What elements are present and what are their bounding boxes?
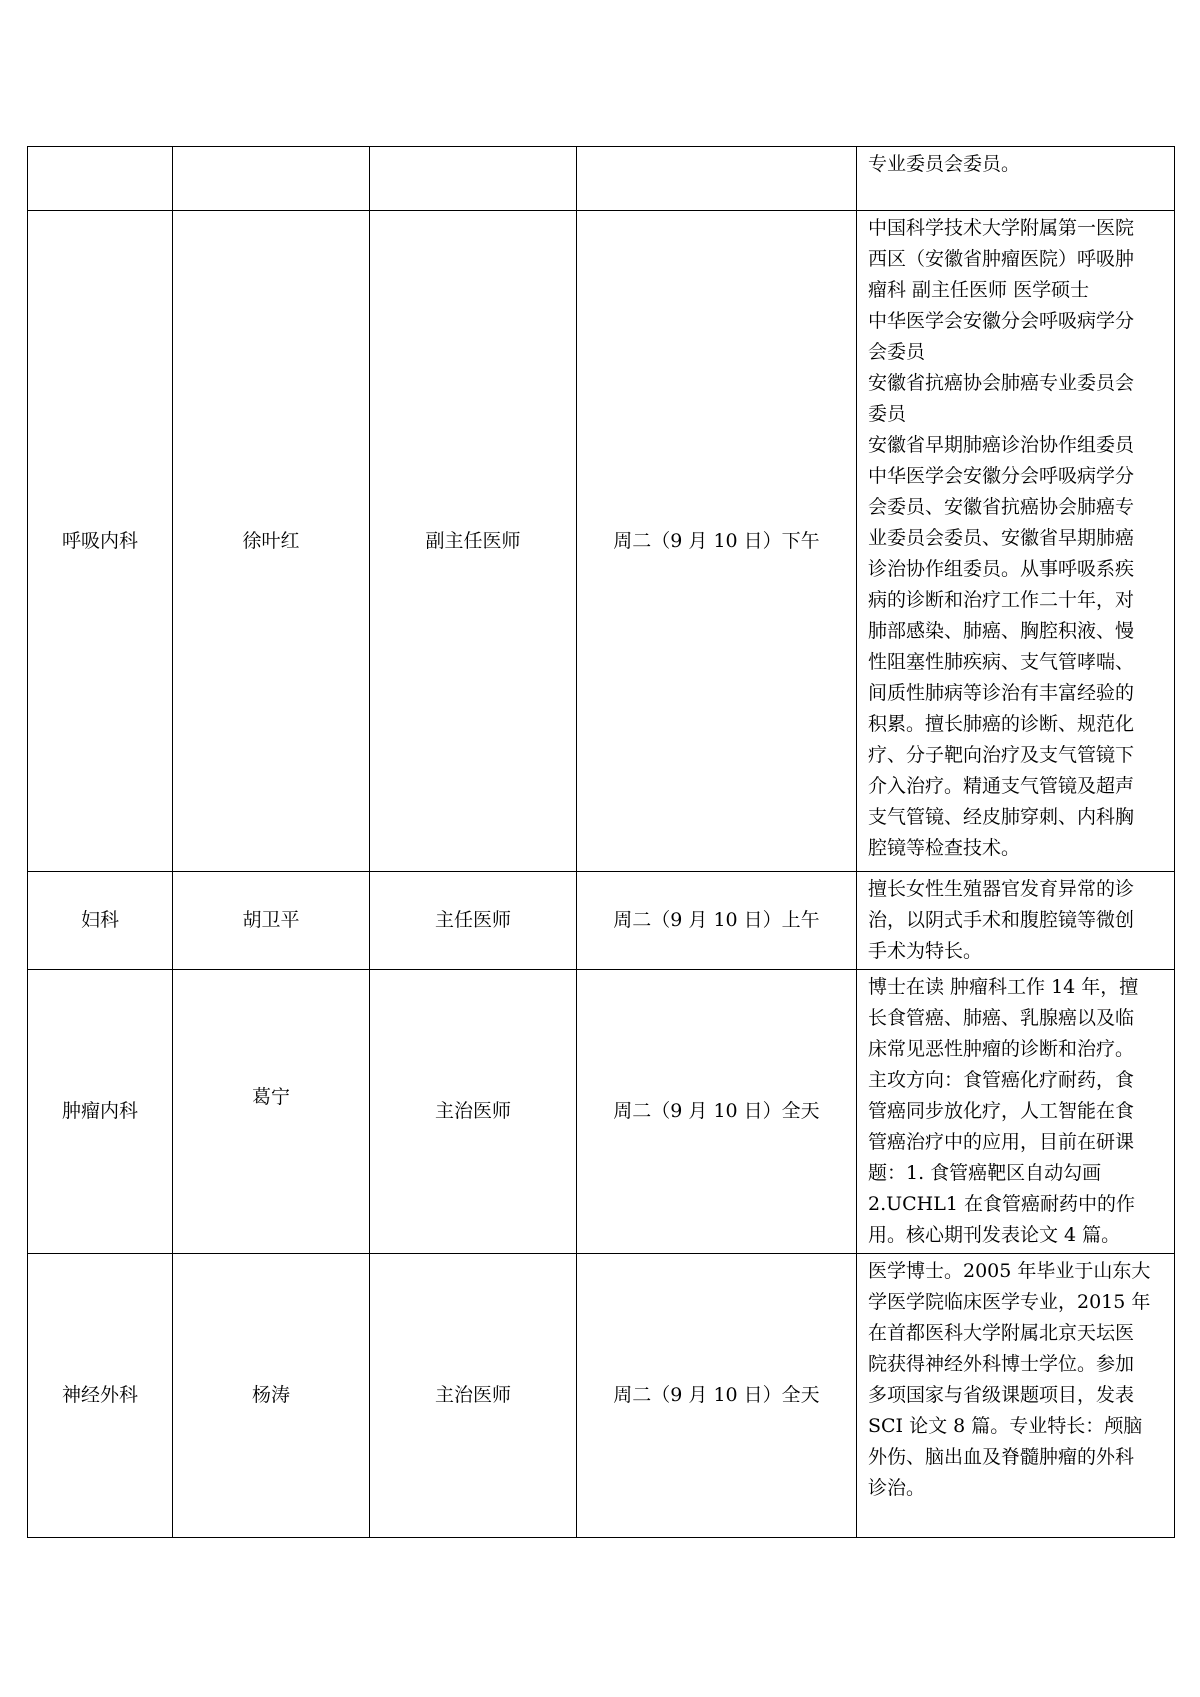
description-cell: [857, 872, 1175, 970]
schedule-cell: 周二（9 月 10 日）上午: [577, 872, 857, 970]
description-line: 性阻塞性肺疾病、支气管哮喘、: [868, 651, 1135, 673]
description-cell: [857, 1254, 1175, 1538]
description-line: 在首都医科大学附属北京天坛医: [868, 1322, 1135, 1344]
description-line: 介入治疗。精通支气管镜及超声: [868, 775, 1135, 797]
description-line: 腔镜等检查技术。: [868, 837, 1021, 859]
description-line: 2.UCHL1 在食管癌耐药中的作: [868, 1193, 1135, 1215]
description-line: 床常见恶性肿瘤的诊断和治疗。: [868, 1038, 1135, 1060]
table-row: [28, 970, 1175, 1254]
description-line: 安徽省早期肺癌诊治协作组委员: [868, 434, 1135, 456]
description-line: 擅长女性生殖器官发育异常的诊: [868, 878, 1135, 900]
description-line: 中华医学会安徽分会呼吸病学分: [868, 465, 1135, 487]
description-line: 诊治。: [868, 1477, 926, 1499]
table-row: [28, 872, 1175, 970]
department-cell: 神经外科: [28, 1254, 173, 1538]
table-row: [28, 147, 1175, 211]
description-line: 支气管镜、经皮肺穿刺、内科胸: [868, 806, 1135, 828]
department-cell: 肿瘤内科: [28, 970, 173, 1254]
description-line: 诊治协作组委员。从事呼吸系疾: [868, 558, 1135, 580]
doctor-name: 葛宁: [251, 1086, 290, 1108]
department-cell: 呼吸内科: [28, 211, 173, 872]
title-cell: 主治医师: [370, 1254, 577, 1538]
description-line: 中国科学技术大学附属第一医院: [868, 217, 1135, 239]
description-line: 中华医学会安徽分会呼吸病学分: [868, 310, 1135, 332]
description-line: 肺部感染、肺癌、胸腔积液、慢: [868, 620, 1135, 642]
description-line: 安徽省抗癌协会肺癌专业委员会: [868, 372, 1135, 394]
doctor-cell: 徐叶红: [173, 211, 370, 872]
description-line: 用。核心期刊发表论文 4 篇。: [868, 1224, 1121, 1246]
description-cell: [857, 211, 1175, 872]
title-cell: [370, 147, 577, 211]
description-line: 外伤、脑出血及脊髓肿瘤的外科: [868, 1446, 1135, 1468]
title-cell: 主治医师: [370, 970, 577, 1254]
title-cell: 主任医师: [370, 872, 577, 970]
description-line: 业委员会委员、安徽省早期肺癌: [868, 527, 1135, 549]
department-cell: [28, 147, 173, 211]
description-line: 病的诊断和治疗工作二十年，对: [868, 589, 1135, 611]
table-row: [28, 1254, 1175, 1538]
doctor-cell: [173, 147, 370, 211]
description-line: 西区（安徽省肿瘤医院）呼吸肿: [868, 248, 1135, 270]
department-cell: 妇科: [28, 872, 173, 970]
description-line: 题：1. 食管癌靶区自动勾画: [868, 1162, 1102, 1184]
description-line: 专业委员会委员。: [868, 153, 1021, 175]
description-line: 疗、分子靶向治疗及支气管镜下: [868, 744, 1135, 766]
schedule-cell: [577, 147, 857, 211]
schedule-cell: 周二（9 月 10 日）下午: [577, 211, 857, 872]
description-line: 多项国家与省级课题项目，发表: [868, 1384, 1135, 1406]
description-line: 瘤科 副主任医师 医学硕士: [868, 279, 1090, 301]
description-line: 院获得神经外科博士学位。参加: [868, 1353, 1135, 1375]
description-line: 手术为特长。: [868, 940, 983, 962]
description-line: 管癌治疗中的应用，目前在研课: [868, 1131, 1135, 1153]
description-line: 医学博士。2005 年毕业于山东大: [868, 1260, 1151, 1282]
description-line: 主攻方向：食管癌化疗耐药，食: [868, 1069, 1135, 1091]
doctor-cell: [173, 970, 370, 1254]
description-line: 治，以阴式手术和腹腔镜等微创: [868, 909, 1135, 931]
doctor-schedule-table: [27, 146, 1175, 1538]
description-line: 长食管癌、肺癌、乳腺癌以及临: [868, 1007, 1135, 1029]
doctor-cell: 胡卫平: [173, 872, 370, 970]
schedule-cell: 周二（9 月 10 日）全天: [577, 1254, 857, 1538]
description-cell: [857, 147, 1175, 211]
doctor-cell: 杨涛: [173, 1254, 370, 1538]
description-line: 间质性肺病等诊治有丰富经验的: [868, 682, 1135, 704]
description-line: 学医学院临床医学专业，2015 年: [868, 1291, 1151, 1313]
title-cell: 副主任医师: [370, 211, 577, 872]
description-line: 会委员: [868, 341, 926, 363]
description-line: 积累。擅长肺癌的诊断、规范化: [868, 713, 1135, 735]
description-line: 管癌同步放化疗，人工智能在食: [868, 1100, 1135, 1122]
description-line: 委员: [868, 403, 907, 425]
description-cell: [857, 970, 1175, 1254]
description-line: 博士在读 肿瘤科工作 14 年，擅: [868, 976, 1139, 998]
description-line: SCI 论文 8 篇。专业特长：颅脑: [868, 1415, 1143, 1437]
table-row: [28, 211, 1175, 872]
schedule-cell: 周二（9 月 10 日）全天: [577, 970, 857, 1254]
description-line: 会委员、安徽省抗癌协会肺癌专: [868, 496, 1135, 518]
